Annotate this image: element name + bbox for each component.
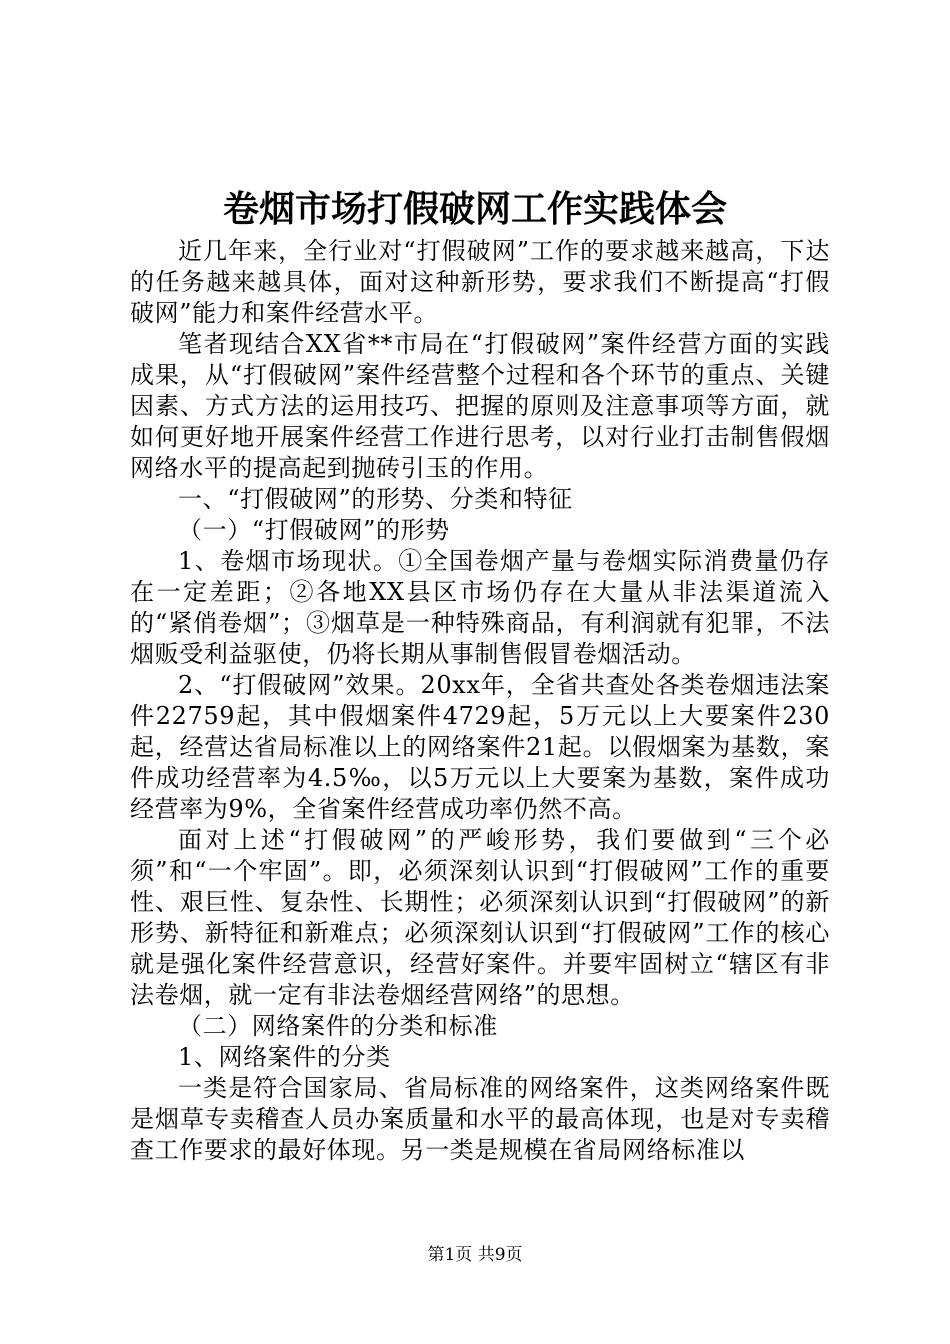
paragraph-intro: 近几年来，全行业对“打假破网”工作的要求越来越高，下达的任务越来越具体，面对这种新形势，要求我们不断提高“打假破网”能力和案件经营水平。 (130, 237, 830, 327)
paragraph-purpose: 笔者现结合XX省**市局在“打假破网”案件经营方面的实践成果，从“打假破网”案件经营整个过程和各个环节的重点、关键因素、方式方法的运用技巧、把握的原则及注意事项等方面，就如何更好地开展案件经营工作进行思考，以对行业打击制售假烟网络水平的提高起到抛砖引玉的作用。 (130, 330, 830, 482)
heading-subsection-2: （二）网络案件的分类和标准 (178, 1012, 498, 1040)
document-body (130, 236, 830, 1166)
document-title: 卷烟市场打假破网工作实践体会 (222, 188, 727, 230)
heading-subsection-1: （一）“打假破网”的形势 (178, 516, 450, 544)
heading-item-1: 1、网络案件的分类 (178, 1043, 391, 1071)
heading-section-1: 一、“打假破网”的形势、分类和特征 (178, 485, 573, 513)
page-number-footer: 第1页 共9页 (427, 1245, 523, 1265)
paragraph-classification: 一类是符合国家局、省局标准的网络案件，这类网络案件既是烟草专卖稽查人员办案质量和水平的最高体现，也是对专卖稽查工作要求的最好体现。另一类是规模在省局网络标准以 (130, 1074, 830, 1164)
paragraph-results: 2、“打假破网”效果。20xx年，全省共查处各类卷烟违法案件22759起，其中假烟案件4729起，5万元以上大要案件230起，经营达省局标准以上的网络案件21起。以假烟案为基数，案件成功经营率为4.5‰，以5万元以上大要案为基数，案件成功经营率为9%，全省案件经营成功率仍然不高。 (130, 671, 830, 823)
paragraph-requirements: 面对上述“打假破网”的严峻形势，我们要做到“三个必须”和“一个牢固”。即，必须深刻认识到“打假破网”工作的重要性、艰巨性、复杂性、长期性；必须深刻认识到“打假破网”的新形势、新特征和新难点；必须深刻认识到“打假破网”工作的核心就是强化案件经营意识，经营好案件。并要牢固树立“辖区有非法卷烟，就一定有非法卷烟经营网络”的思想。 (130, 826, 830, 1009)
paragraph-market-status: 1、卷烟市场现状。①全国卷烟产量与卷烟实际消费量仍存在一定差距；②各地XX县区市场仍存在大量从非法渠道流入的“紧俏卷烟”；③烟草是一种特殊商品，有利润就有犯罪，不法烟贩受利益驱使，仍将长期从事制售假冒卷烟活动。 (130, 547, 830, 668)
